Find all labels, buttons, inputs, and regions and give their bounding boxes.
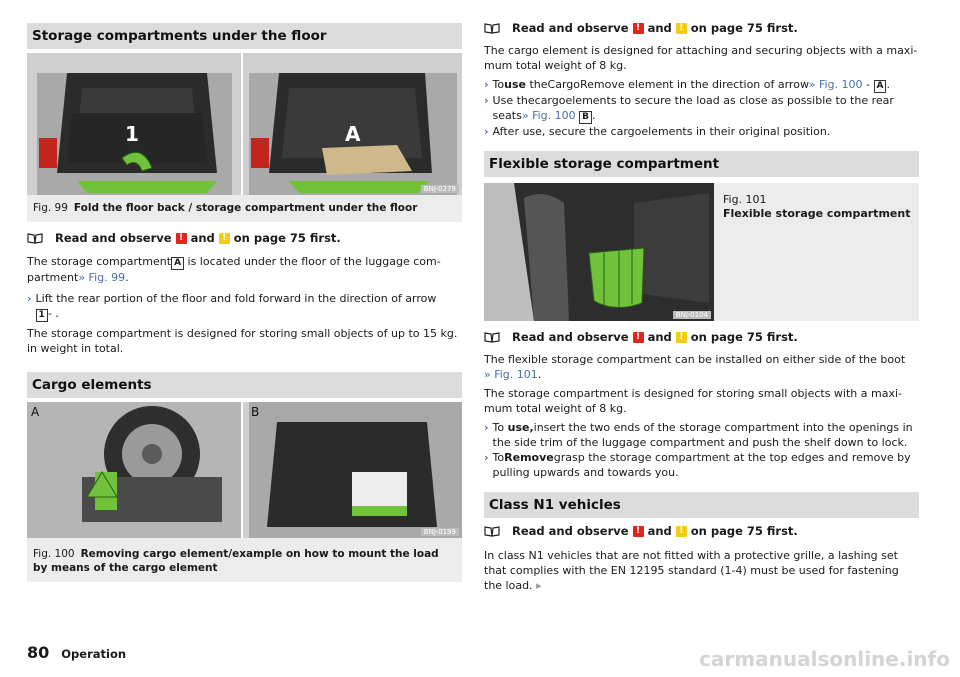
- arrow-icon: ›: [484, 451, 489, 464]
- paragraph-capacity: The storage compartment is designed for storing small objects with a maxi-mum total weight of 8 kg.: [484, 387, 902, 415]
- section-title-cargo-elements: Cargo elements: [27, 372, 462, 398]
- arrow-icon: ›: [484, 78, 489, 91]
- footer-section: Operation: [61, 647, 127, 661]
- info-icon: !: [676, 332, 687, 343]
- cargo-element-illustration: [27, 402, 462, 538]
- info-icon: !: [676, 23, 687, 34]
- warning-icon: !: [176, 233, 187, 244]
- right-column: [484, 0, 919, 593]
- panel-label-A: A: [31, 405, 40, 419]
- warning-icon: !: [633, 23, 644, 34]
- info-icon: !: [219, 233, 230, 244]
- figure-99-caption: [27, 195, 462, 222]
- text: use,: [507, 421, 534, 434]
- paragraph-capacity: The storage compartment is designed for storing small objects of up to 15 kg. in weight in total.: [27, 327, 458, 355]
- read-text: Read and observe: [55, 231, 172, 245]
- figure-100-image: [27, 402, 462, 538]
- and-text: and: [647, 21, 672, 35]
- watermark: carmanualsonline.info: [699, 647, 950, 671]
- text: theCargoRemove element in the direction of arrow: [525, 78, 809, 91]
- text: In class N1 vehicles that are not fitted with a protective grille, a lashing set that complies with the EN 12195 standard (1-4) must be used for fastening the load.: [484, 549, 899, 592]
- and-text: and: [647, 330, 672, 344]
- caption-number: Fig. 101: [723, 193, 767, 206]
- fig-link[interactable]: » Fig. 100: [521, 109, 576, 122]
- text: .: [125, 271, 129, 284]
- trunk-floor-illustration: [27, 53, 462, 195]
- figure-code: BNJ-0104: [673, 311, 711, 319]
- label-1: 1: [125, 122, 139, 146]
- page-footer: [27, 643, 126, 662]
- and-text: and: [647, 524, 672, 538]
- text: .: [592, 109, 596, 122]
- label-box-1: 1: [36, 309, 48, 322]
- arrow-icon: ›: [484, 125, 489, 138]
- text: is located under the floor of the luggage com-partment: [27, 255, 441, 284]
- and-text: and: [190, 231, 215, 245]
- book-icon: [27, 233, 43, 244]
- caption-text: Removing cargo element/example on how to mount the load by means of the cargo element: [33, 548, 439, 574]
- text: The flexible storage compartment can be installed on either side of the boot: [484, 353, 906, 366]
- panel-label-B: B: [251, 405, 260, 419]
- bullet-remove: [484, 450, 919, 480]
- read-observe-note: [484, 524, 919, 538]
- arrow-icon: ›: [484, 421, 489, 434]
- text: grasp the storage compartment at the top edges and remove by pulling upwards and towards you.: [492, 451, 911, 479]
- flexible-compartment-illustration: [484, 183, 714, 321]
- text: Remove: [504, 451, 554, 464]
- warning-icon: !: [633, 332, 644, 343]
- caption-text: Flexible storage compartment: [723, 207, 911, 220]
- page-number: 80: [27, 643, 50, 662]
- text: To: [492, 421, 508, 434]
- figure-99: [27, 53, 462, 222]
- bullet-use: [484, 77, 919, 93]
- page-ref-text: on page 75 first.: [690, 21, 798, 35]
- arrow-icon: ›: [484, 94, 489, 107]
- text: The storage compartment: [27, 255, 172, 268]
- arrow-icon: ›: [27, 292, 32, 305]
- text: Lift the rear portion of the floor and fold forward in the direction of arrow: [35, 292, 437, 305]
- label-box-A: A: [874, 80, 887, 93]
- figure-100-caption: [27, 538, 462, 582]
- read-text: Read and observe: [512, 524, 629, 538]
- text: Use thecargoelements to secure the load as close as possible to the rear seats: [492, 94, 894, 122]
- caption-text: Fold the floor back / storage compartment under the floor: [73, 202, 418, 214]
- label-box-B: B: [579, 111, 592, 124]
- text: .: [886, 78, 890, 91]
- text: To: [492, 451, 505, 464]
- text: - .: [47, 307, 59, 320]
- text: .: [537, 368, 542, 381]
- caption-number: Fig. 100: [33, 548, 75, 560]
- read-text: Read and observe: [512, 330, 629, 344]
- label-A: A: [345, 122, 361, 146]
- text: use: [504, 78, 526, 91]
- text: After use, secure the cargoelements in their original position.: [492, 125, 831, 138]
- warning-icon: !: [633, 526, 644, 537]
- bullet-lift-floor: [27, 291, 462, 322]
- label-box-A: A: [171, 257, 184, 270]
- figure-99-image: [27, 53, 462, 195]
- bullet-after-use: [484, 124, 919, 139]
- text: To: [492, 78, 505, 91]
- page-ref-text: on page 75 first.: [233, 231, 341, 245]
- fig-link[interactable]: » Fig. 100: [808, 78, 863, 91]
- left-column: [27, 0, 462, 582]
- bullet-insert: [484, 420, 919, 450]
- figure-101-image: [484, 183, 714, 321]
- paragraph-n1: [484, 548, 919, 593]
- figure-code: BNJ-0199: [421, 528, 459, 536]
- figure-code: BNJ-0279: [421, 185, 459, 193]
- read-text: Read and observe: [512, 21, 629, 35]
- figure-101-caption: [723, 193, 910, 221]
- page-ref-text: on page 75 first.: [690, 524, 798, 538]
- section-title-class-n1: Class N1 vehicles: [484, 492, 919, 518]
- text: insert the two ends of the storage compartment into the openings in the side trim of the luggage compartment and push the shelf down to lock.: [492, 421, 913, 449]
- paragraph-install: [484, 352, 919, 382]
- info-icon: !: [676, 526, 687, 537]
- book-icon: [484, 23, 500, 34]
- bullet-secure: [484, 93, 919, 124]
- read-observe-note: [484, 21, 919, 35]
- paragraph-storage-location: [27, 254, 462, 285]
- read-observe-note: [484, 330, 919, 344]
- section-title-storage-under-floor: Storage compartments under the floor: [27, 23, 462, 49]
- page-ref-text: on page 75 first.: [690, 330, 798, 344]
- figure-101: [484, 183, 919, 321]
- section-title-flexible-storage: Flexible storage compartment: [484, 151, 919, 177]
- fig-link[interactable]: » Fig. 99: [78, 271, 126, 284]
- read-observe-note: [27, 231, 462, 245]
- text: -: [862, 78, 874, 91]
- book-icon: [484, 332, 500, 343]
- paragraph-cargo-element: The cargo element is designed for attaching and securing objects with a maxi-mum total weight of 8 kg.: [484, 44, 918, 72]
- continue-arrow-icon: ▸: [536, 579, 542, 592]
- figure-100: [27, 402, 462, 582]
- book-icon: [484, 526, 500, 537]
- fig-link[interactable]: » Fig. 101: [484, 368, 538, 381]
- caption-number: Fig. 99: [33, 202, 68, 214]
